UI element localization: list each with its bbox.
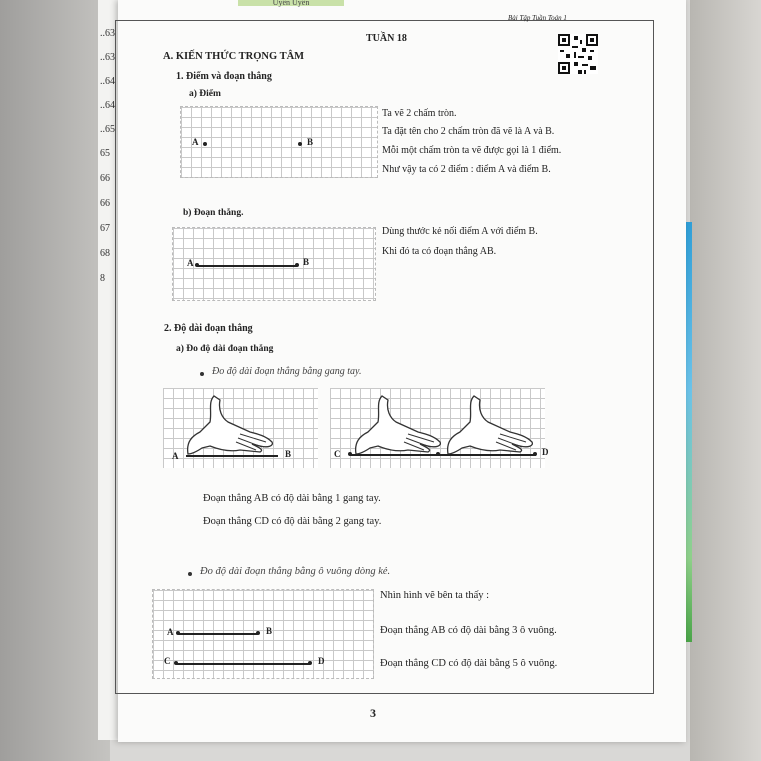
segment-text-2: Khi đó ta có đoạn thẳng AB. <box>382 246 497 257</box>
grid-see-text: Nhìn hình vẽ bên ta thấy : <box>380 590 490 601</box>
side-tab: 66 <box>100 198 110 209</box>
grid-segment-cd <box>176 663 310 665</box>
hand-c-label: C <box>334 449 341 459</box>
segment-text-1: Dùng thước kẻ nối điểm A với điểm B. <box>382 226 538 237</box>
point-a <box>203 142 207 146</box>
part1-heading: 1. Điểm và đoạn thẳng <box>176 71 272 82</box>
grid-point-a <box>176 631 180 635</box>
side-tab: 8 <box>100 273 105 284</box>
segment-grid <box>172 227 376 301</box>
grid-point-c <box>174 661 178 665</box>
side-tab: 68 <box>100 248 110 259</box>
hand-a-label: A <box>172 451 179 461</box>
grid-measure-bullet: Đo độ dài đoạn thẳng bằng ô vuông dòng kẻ. <box>200 566 391 577</box>
side-tab: ..64 <box>100 76 115 87</box>
grid-a-label: A <box>167 627 174 637</box>
section-a-heading: A. KIẾN THỨC TRỌNG TÂM <box>163 51 305 62</box>
grid-segment-ab <box>178 633 258 635</box>
page-number: 3 <box>370 706 376 720</box>
side-tab: 66 <box>100 173 110 184</box>
side-tab: ..63 <box>100 28 115 39</box>
hand-d-label: D <box>542 447 549 457</box>
bullet-icon <box>200 372 204 376</box>
part2-heading: 2. Độ dài đoạn thẳng <box>164 323 253 334</box>
hand-segment-cd <box>350 454 536 456</box>
running-header: Bài Tập Tuần Toán 1 <box>508 14 567 22</box>
grid-c-label: C <box>164 656 171 666</box>
side-tab: ..65 <box>100 124 115 135</box>
hand-span-icon <box>348 392 448 456</box>
points-text-4: Như vậy ta có 2 điểm : điểm A và điểm B. <box>382 164 551 175</box>
grid-result-cd: Đoạn thẳng CD có độ dài bằng 5 ô vuông. <box>380 658 558 669</box>
grid-result-ab: Đoạn thẳng AB có độ dài bằng 3 ô vuông. <box>380 625 557 636</box>
bullet-icon <box>188 572 192 576</box>
side-tab: ..63 <box>100 52 115 63</box>
hand-point-mid <box>436 452 440 456</box>
points-grid <box>180 106 378 178</box>
part1-sub-a-heading: a) Điểm <box>189 89 221 99</box>
hand-b-label: B <box>285 449 292 459</box>
hand-point-c <box>348 452 352 456</box>
side-tab: ..64 <box>100 100 115 111</box>
hand-span-bullet: Đo độ dài đoạn thẳng bằng gang tay. <box>212 366 362 377</box>
background-right <box>690 0 761 761</box>
segment-a-label: A <box>187 258 194 268</box>
grid-point-d <box>308 661 312 665</box>
segment-point-a <box>195 263 199 267</box>
point-b <box>298 142 302 146</box>
hand-point-d <box>533 452 537 456</box>
segment-point-b <box>295 263 299 267</box>
week-title: TUẦN 18 <box>366 33 407 44</box>
grid-d-label: D <box>318 656 325 666</box>
point-b-label: B <box>307 137 314 147</box>
hand-result-ab: Đoạn thẳng AB có độ dài bằng 1 gang tay. <box>203 493 381 504</box>
part2-sub-a-heading: a) Đo độ dài đoạn thẳng <box>176 344 274 354</box>
qr-code-icon <box>558 34 598 74</box>
background-left <box>0 0 110 761</box>
hand-segment-ab <box>186 455 278 457</box>
side-tab: 65 <box>100 148 110 159</box>
point-a-label: A <box>192 137 199 147</box>
points-text-1: Ta vẽ 2 chấm tròn. <box>382 108 457 119</box>
part1-sub-b-heading: b) Đoạn thẳng. <box>183 208 244 218</box>
side-tab: 67 <box>100 223 110 234</box>
grid-point-b <box>256 631 260 635</box>
grid-b-label: B <box>266 626 273 636</box>
hand-span-icon <box>440 392 540 456</box>
previous-cover-strip: Uyên Uyên <box>238 0 344 6</box>
hand-result-cd: Đoạn thẳng CD có độ dài bằng 2 gang tay. <box>203 516 382 527</box>
segment-ab <box>197 265 297 267</box>
segment-b-label: B <box>303 257 310 267</box>
hand-span-icon <box>180 392 280 456</box>
points-text-3: Mỗi một chấm tròn ta vẽ được gọi là 1 điểm. <box>382 145 562 156</box>
points-text-2: Ta đặt tên cho 2 chấm tròn đã vẽ là A và B. <box>382 126 555 137</box>
